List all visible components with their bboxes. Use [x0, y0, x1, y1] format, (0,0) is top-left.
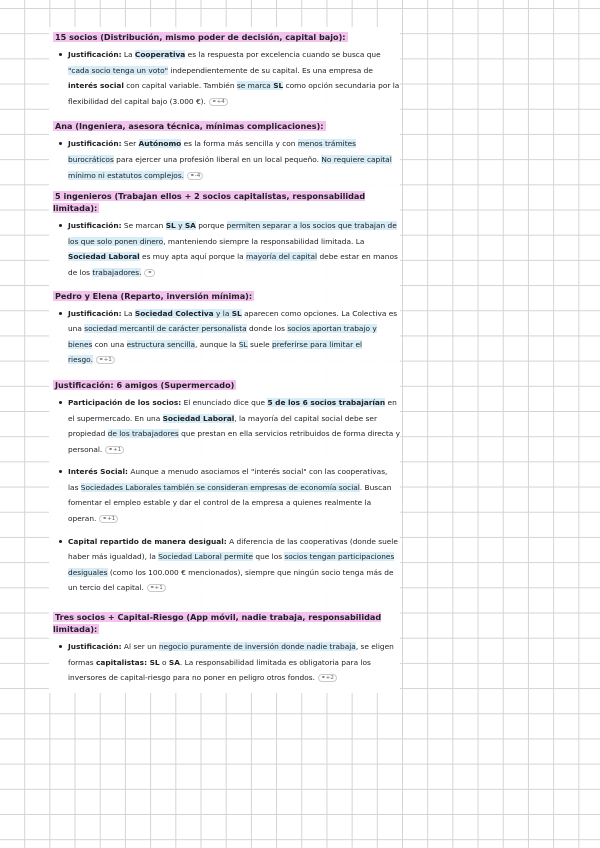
- highlighted-text: socios tengan participaciones desiguales: [68, 552, 395, 577]
- text-run: La: [121, 308, 135, 318]
- highlighted-text: sociedad mercantil de carácter personalista: [84, 324, 247, 334]
- bullet-item: [68, 47, 400, 110]
- citation-count: +1: [112, 446, 122, 453]
- bullet-item: [68, 395, 400, 458]
- highlighted-text: Sociedad Colectiva: [134, 308, 214, 318]
- link-icon: ⚭: [211, 98, 217, 105]
- bullet-list: [49, 306, 400, 369]
- highlighted-text: SL: [238, 339, 248, 349]
- bold-text: interés social: [68, 81, 124, 91]
- text-run: con una: [92, 339, 127, 349]
- text-run: , aunque la: [195, 339, 239, 349]
- citation-chip[interactable]: [209, 98, 228, 106]
- highlighted-text: 5 de los 6 socios trabajarían: [267, 397, 386, 407]
- text-run: que los: [253, 552, 285, 562]
- text-run: debe estar en manos de los: [68, 252, 398, 277]
- text-run: . La responsabilidad limitada es obligatoria para los inversores de capital-riesgo para no poner en peligro otros fondos.: [68, 657, 371, 683]
- highlighted-text: SL: [231, 308, 242, 318]
- bold-text: Interés Social:: [68, 467, 128, 477]
- highlighted-text: trabajadores.: [92, 267, 142, 277]
- bullet-item: [68, 464, 400, 527]
- link-icon: ⚭: [320, 675, 326, 682]
- citation-count: -4: [194, 172, 201, 179]
- section-heading: [53, 379, 400, 391]
- section-heading-text: Ana (Ingeniera, asesora técnica, mínimas complicaciones):: [55, 121, 324, 132]
- section-heading-text: Justificación: 6 amigos (Supermercado): [55, 379, 235, 390]
- note-section: [49, 31, 400, 110]
- bullet-list: [49, 395, 400, 597]
- citation-chip[interactable]: [105, 446, 124, 454]
- bold-text: Justificación:: [68, 50, 122, 59]
- highlighted-text: preferirse para limitar el riesgo.: [68, 339, 363, 365]
- note-section: [49, 120, 400, 184]
- section-heading-text: Tres socios + Capital-Riesgo (App móvil, nadie trabaja, responsabilidad limitada):: [53, 612, 382, 635]
- text-run: o: [159, 657, 169, 667]
- bold-text: capitalistas: SL: [95, 657, 160, 667]
- highlighted-text: Sociedad Laboral: [162, 413, 235, 423]
- text-run: La: [121, 50, 135, 59]
- highlighted-text: y la: [213, 308, 232, 318]
- note-section: [49, 379, 400, 597]
- citation-count: +4: [216, 98, 225, 105]
- bold-text: Capital repartido de manera desigual:: [68, 536, 227, 546]
- bullet-list: [49, 136, 400, 184]
- text-run: que prestan en ella servicios retribuidos de forma directa y personal.: [68, 429, 400, 454]
- text-run: independientemente de su capital. Es una empresa de: [168, 65, 373, 75]
- note-section: [49, 611, 400, 687]
- text-run: aparecen como opciones. La Colectiva es una: [68, 308, 398, 334]
- text-run: , la mayoría del capital social debe ser propiedad: [68, 413, 377, 439]
- text-run: El enunciado dice que: [181, 397, 268, 407]
- highlighted-text: mayoría del capital: [246, 252, 318, 262]
- link-icon: ⚭: [147, 269, 153, 276]
- text-run: , se eligen formas: [68, 642, 394, 667]
- text-run: suele: [247, 339, 273, 349]
- bold-text: SA: [168, 657, 180, 667]
- section-heading: [53, 190, 400, 214]
- bold-text: Justificación:: [68, 642, 122, 652]
- bullet-item: [68, 306, 400, 369]
- citation-chip[interactable]: [144, 269, 155, 277]
- text-run: es la respuesta por excelencia cuando se busca que: [185, 50, 381, 59]
- highlighted-text: No requiere capital mínimo ni estatutos complejos.: [68, 154, 392, 180]
- highlighted-text: "cada socio tenga un voto": [68, 65, 169, 75]
- citation-count: +1: [107, 516, 116, 523]
- link-icon: ⚭: [149, 585, 155, 592]
- text-run: Ser: [121, 139, 139, 149]
- note-section: [49, 290, 400, 369]
- bold-text: Justificación:: [68, 308, 122, 318]
- citation-chip[interactable]: [318, 674, 337, 682]
- text-run: porque: [195, 221, 227, 231]
- bold-text: Justificación:: [68, 221, 122, 231]
- notes-document: [49, 27, 400, 693]
- highlighted-text: de los trabajadores: [107, 429, 179, 439]
- text-run: A diferencia de las cooperativas (donde suele haber más igualdad), la: [68, 536, 398, 562]
- highlighted-text: y: [175, 221, 185, 231]
- text-run: como opción secundaria por la flexibilidad del capital bajo (3.000 €).: [68, 81, 400, 106]
- highlighted-text: Autónomo: [138, 139, 182, 149]
- text-run: es muy apta aquí porque la: [139, 252, 247, 262]
- bullet-list: [49, 639, 400, 687]
- section-heading-text: 5 ingenieros (Trabajan ellos + 2 socios capitalistas, responsabilidad limitada):: [53, 191, 366, 214]
- citation-count: +1: [154, 585, 163, 592]
- highlighted-text: estructura sencilla: [126, 339, 196, 349]
- citation-count: +1: [103, 357, 112, 364]
- bullet-item: [68, 218, 400, 281]
- link-icon: ⚭: [190, 172, 195, 179]
- highlighted-text: Sociedades Laborales también se consideran empresas de economía social: [80, 482, 360, 492]
- text-run: , manteniendo siempre la responsabilidad limitada. La: [163, 236, 365, 246]
- section-heading: [53, 290, 400, 302]
- highlighted-text: Sociedad Laboral: [68, 252, 140, 262]
- bold-text: Participación de los socios:: [68, 397, 182, 407]
- section-heading-text: 15 socios (Distribución, mismo poder de decisión, capital bajo):: [55, 32, 346, 42]
- citation-chip[interactable]: [147, 584, 166, 592]
- text-run: para ejercer una profesión liberal en un local pequeño.: [113, 154, 322, 164]
- citation-chip[interactable]: [96, 356, 115, 364]
- text-run: es la forma más sencilla y con: [181, 139, 298, 149]
- highlighted-text: negocio puramente de inversión donde nadie trabaja: [158, 642, 356, 652]
- highlighted-text: se marca: [236, 81, 274, 91]
- bullet-item: [68, 639, 400, 687]
- highlighted-text: socios aportan trabajo y bienes: [68, 324, 377, 349]
- bullet-item: [68, 136, 400, 184]
- highlighted-text: menos trámites burocráticos: [68, 139, 357, 164]
- text-run: . Buscan fomentar el empleo estable y dar el control de la empresa a quienes realmente la operan.: [68, 482, 392, 524]
- text-run: con capital variable. También: [123, 81, 237, 91]
- section-heading: [53, 611, 400, 635]
- highlighted-text: Cooperativa: [134, 50, 186, 59]
- text-run: Aunque a menudo asociamos el "interés social" con las cooperativas, las: [68, 467, 388, 492]
- text-run: en el supermercado. En una: [68, 397, 397, 423]
- text-run: donde los: [246, 324, 288, 334]
- text-run: Se marcan: [121, 221, 166, 231]
- citation-chip[interactable]: [99, 515, 118, 523]
- section-heading: [53, 120, 400, 132]
- highlighted-text: SA: [184, 221, 196, 231]
- text-run: (como los 100.000 € mencionados), siempre que ningún socio tenga más de un tercio del capital.: [68, 567, 394, 593]
- highlighted-text: Sociedad Laboral permite: [158, 552, 254, 562]
- bullet-list: [49, 47, 400, 110]
- link-icon: ⚭: [102, 516, 108, 523]
- citation-chip[interactable]: [187, 172, 203, 180]
- highlighted-text: permiten separar a los socios que trabajan de los que solo ponen dinero: [68, 221, 397, 246]
- bullet-list: [49, 218, 400, 281]
- citation-count: +2: [325, 675, 334, 682]
- note-section: [49, 190, 400, 281]
- bold-text: Justificación:: [68, 139, 122, 149]
- highlighted-text: SL: [165, 221, 176, 231]
- link-icon: ⚭: [108, 446, 113, 453]
- highlighted-text: SL: [273, 81, 284, 91]
- section-heading: [53, 31, 400, 43]
- bullet-item: [68, 534, 400, 597]
- link-icon: ⚭: [98, 357, 104, 364]
- section-heading-text: Pedro y Elena (Reparto, inversión mínima):: [55, 290, 253, 301]
- text-run: Al ser un: [121, 642, 159, 652]
